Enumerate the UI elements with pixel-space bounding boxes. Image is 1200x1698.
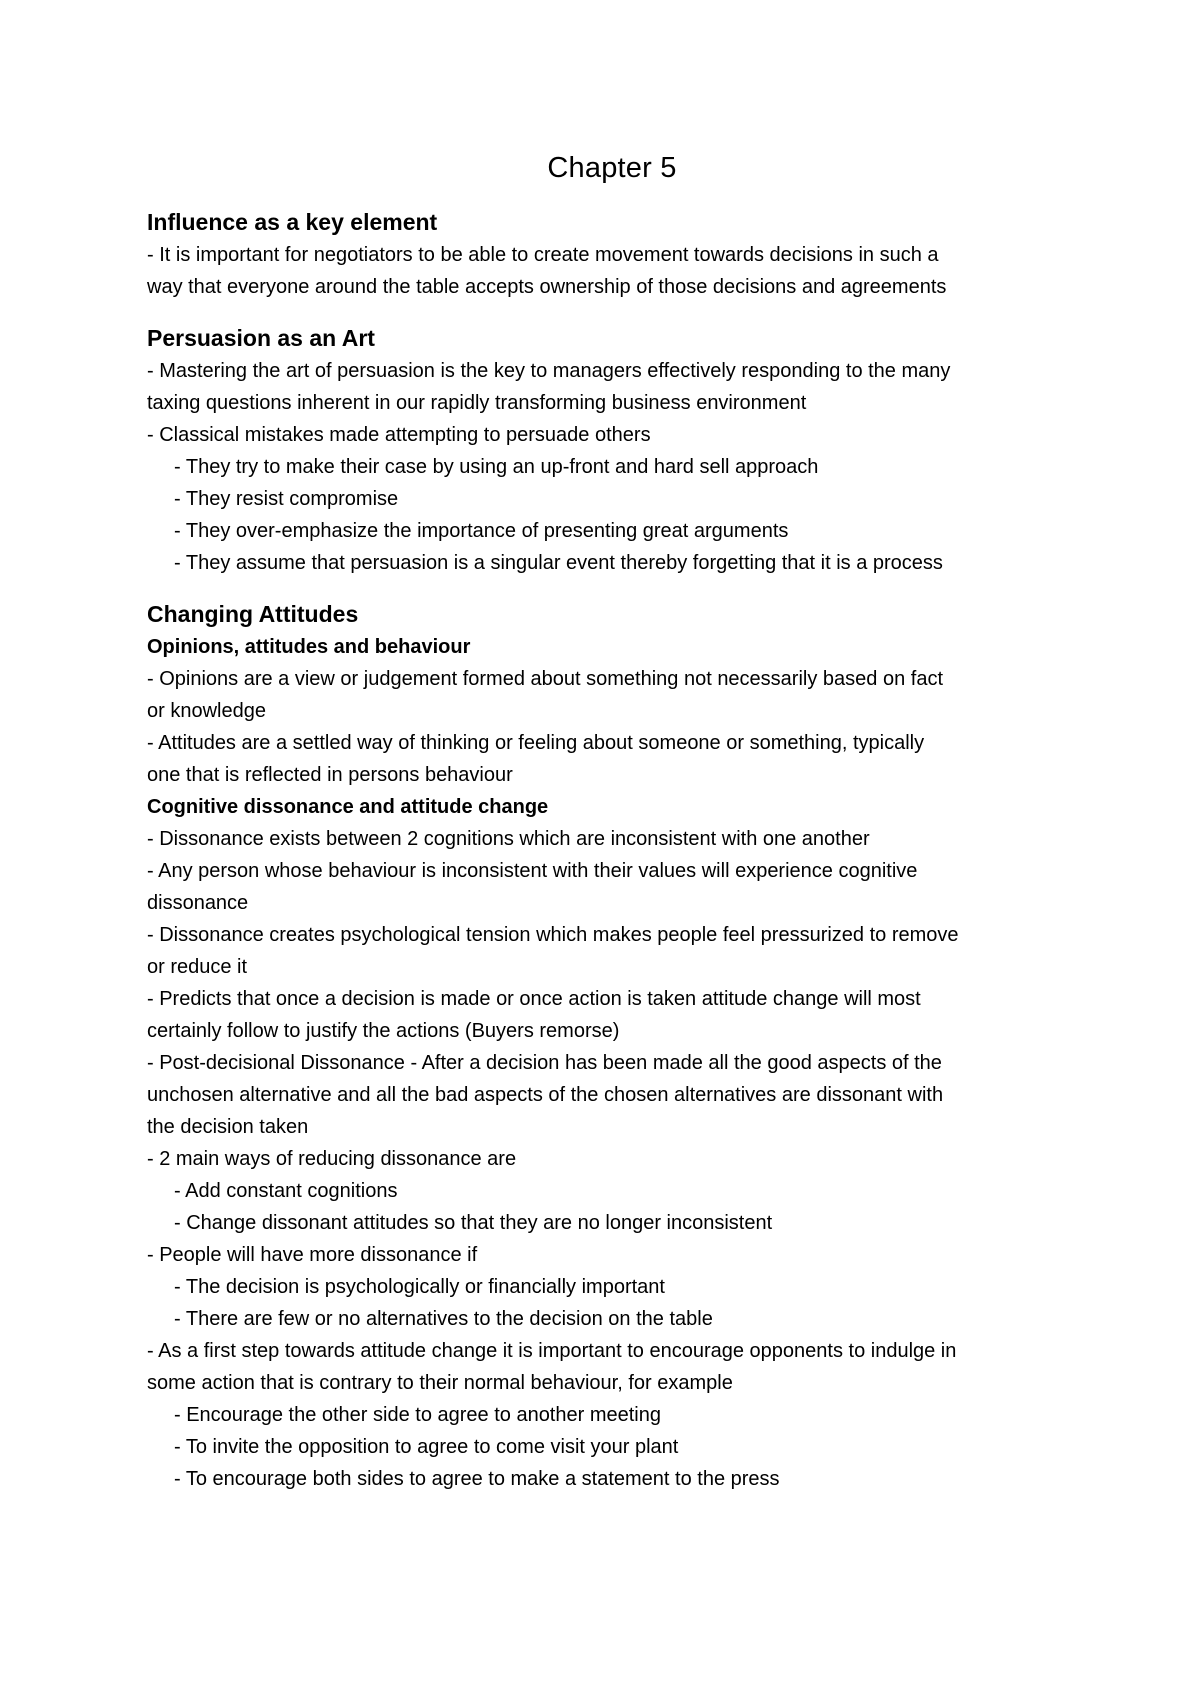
text-line: the decision taken	[147, 1116, 309, 1138]
sub-bullet-line: - They assume that persuasion is a singular event thereby forgetting that it is a process	[174, 552, 943, 574]
sub-bullet-line: - They resist compromise	[174, 488, 399, 510]
text-line: - Predicts that once a decision is made or once action is taken attitude change will most	[147, 988, 921, 1010]
text-line: way that everyone around the table accepts ownership of those decisions and agreements	[147, 276, 947, 298]
content-block	[147, 631, 1077, 791]
text-line: - Opinions are a view or judgement formed about something not necessarily based on fact	[147, 668, 943, 690]
content-block	[147, 791, 1077, 1495]
content-block	[147, 239, 1077, 303]
sub-bullet-line: - Change dissonant attitudes so that they are no longer inconsistent	[174, 1212, 773, 1234]
sub-bullet-line: - They over-emphasize the importance of presenting great arguments	[174, 520, 789, 542]
text-line: - People will have more dissonance if	[147, 1244, 478, 1266]
text-line: certainly follow to justify the actions (Buyers remorse)	[147, 1020, 620, 1042]
sub-bullet-line: - There are few or no alternatives to the decision on the table	[174, 1308, 713, 1330]
text-line: unchosen alternative and all the bad aspects of the chosen alternatives are dissonant with	[147, 1084, 944, 1106]
text-line: - Dissonance creates psychological tension which makes people feel pressurized to remove	[147, 924, 959, 946]
section	[147, 321, 1077, 579]
text-line: - Classical mistakes made attempting to persuade others	[147, 424, 651, 446]
sub-bullet-line: - To encourage both sides to agree to make a statement to the press	[174, 1468, 780, 1490]
document-body	[147, 205, 1077, 1495]
text-line: - Dissonance exists between 2 cognitions which are inconsistent with one another	[147, 828, 870, 850]
content-block	[147, 355, 1077, 579]
sub-bullet-line: - Encourage the other side to agree to another meeting	[174, 1404, 661, 1426]
text-line: dissonance	[147, 892, 249, 914]
text-line: - Any person whose behaviour is inconsistent with their values will experience cognitive	[147, 860, 918, 882]
section	[147, 205, 1077, 303]
section-heading: Persuasion as an Art	[147, 325, 375, 351]
page-title: Chapter 5	[547, 152, 677, 184]
text-line: taxing questions inherent in our rapidly transforming business environment	[147, 392, 807, 414]
subheading: Cognitive dissonance and attitude change	[147, 796, 549, 818]
subheading: Opinions, attitudes and behaviour	[147, 636, 471, 658]
sub-bullet-line: - The decision is psychologically or financially important	[174, 1276, 665, 1298]
text-line: - As a first step towards attitude change it is important to encourage opponents to indulge in	[147, 1340, 957, 1362]
text-line: one that is reflected in persons behaviour	[147, 764, 513, 786]
sub-bullet-line: - To invite the opposition to agree to come visit your plant	[174, 1436, 679, 1458]
section-heading: Changing Attitudes	[147, 601, 359, 627]
text-line: or knowledge	[147, 700, 266, 722]
document-page	[147, 148, 1077, 1513]
text-line: - 2 main ways of reducing dissonance are	[147, 1148, 517, 1170]
text-line: or reduce it	[147, 956, 248, 978]
text-line: some action that is contrary to their normal behaviour, for example	[147, 1372, 733, 1394]
text-line: - Mastering the art of persuasion is the key to managers effectively responding to the many	[147, 360, 951, 382]
text-line: - Attitudes are a settled way of thinking or feeling about someone or something, typically	[147, 732, 925, 754]
section-heading: Influence as a key element	[147, 209, 438, 235]
text-line: - Post-decisional Dissonance - After a decision has been made all the good aspects of the	[147, 1052, 942, 1074]
text-line: - It is important for negotiators to be able to create movement towards decisions in such a	[147, 244, 939, 266]
sub-bullet-line: - They try to make their case by using an up-front and hard sell approach	[174, 456, 819, 478]
section	[147, 597, 1077, 1495]
sub-bullet-line: - Add constant cognitions	[174, 1180, 398, 1202]
